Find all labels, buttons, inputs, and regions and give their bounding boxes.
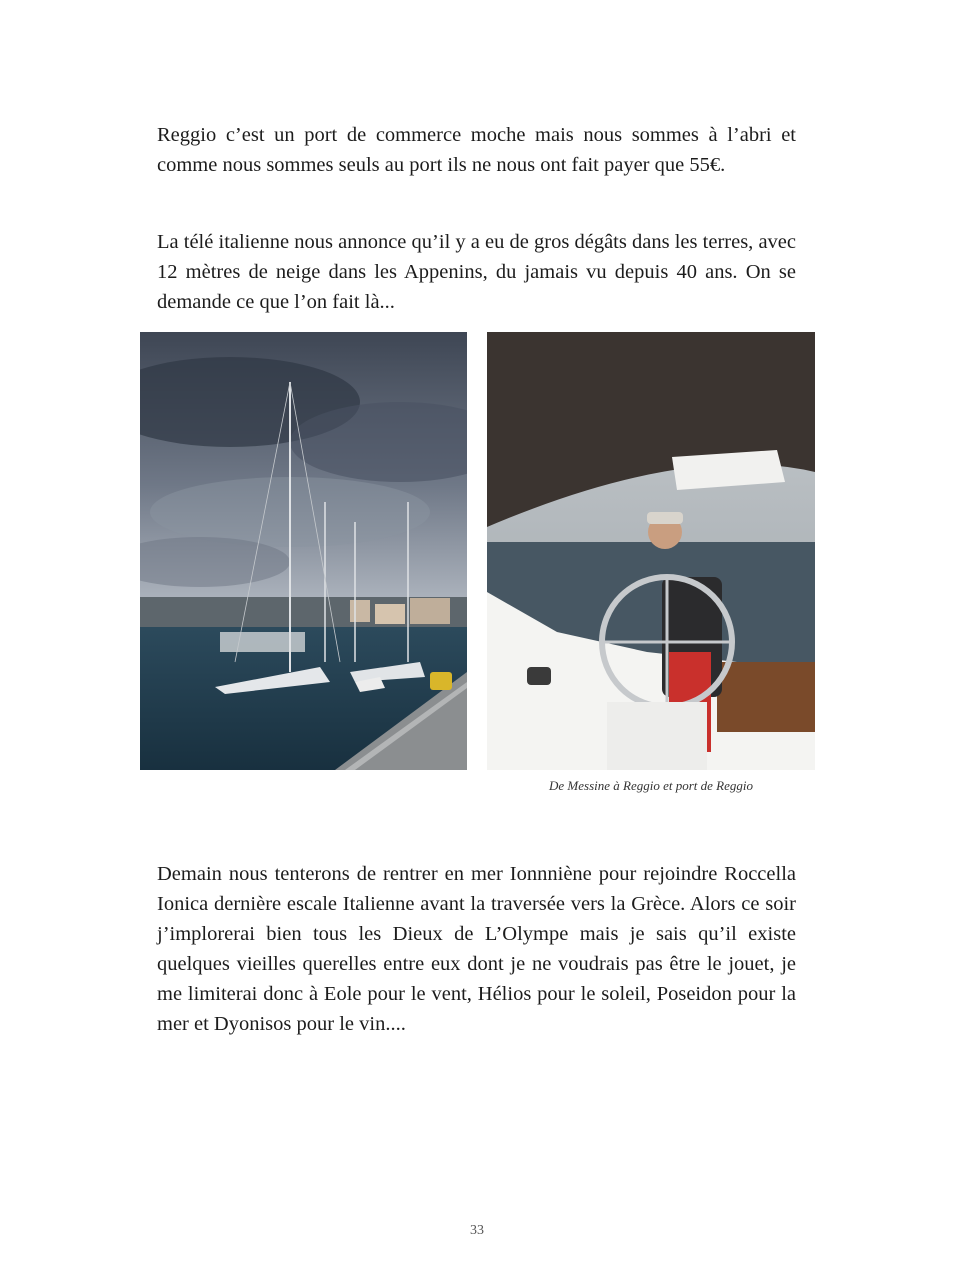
page-number: 33 bbox=[470, 1223, 484, 1238]
paragraph-italian-tv: La télé italienne nous annonce qu’il y a eu de gros dégâts dans les terres, avec 12 mètres de neige dans les Appenins, du jamais vu depuis 40 ans. On se demande ce que l’on fait là... bbox=[157, 231, 796, 313]
paragraph-reggio-port: Reggio c’est un port de commerce moche mais nous sommes à l’abri et comme nous sommes seuls au port ils ne nous ont fait payer que 55€. bbox=[157, 124, 796, 176]
figure-caption: De Messine à Reggio et port de Reggio bbox=[549, 778, 753, 793]
photo-skipper-at-helm bbox=[487, 332, 815, 770]
paragraph-next-leg: Demain nous tenterons de rentrer en mer Ionnniène pour rejoindre Roccella Ionica dernière escale Italienne avant la traversée vers la Grèce. Alors ce soir j’implorerai bien tous les Dieux de L’Olympe mais je sais qu’il existe quelques vieilles querelles entre eux dont je ne voudrais pas être le jouet, je me limiterai donc à Eole pour le vent, Hélios pour le soleil, Poseidon pour la mer et Dyonisos pour le vin.... bbox=[157, 863, 796, 1035]
photo-reggio-harbor-sailboats bbox=[140, 332, 467, 770]
